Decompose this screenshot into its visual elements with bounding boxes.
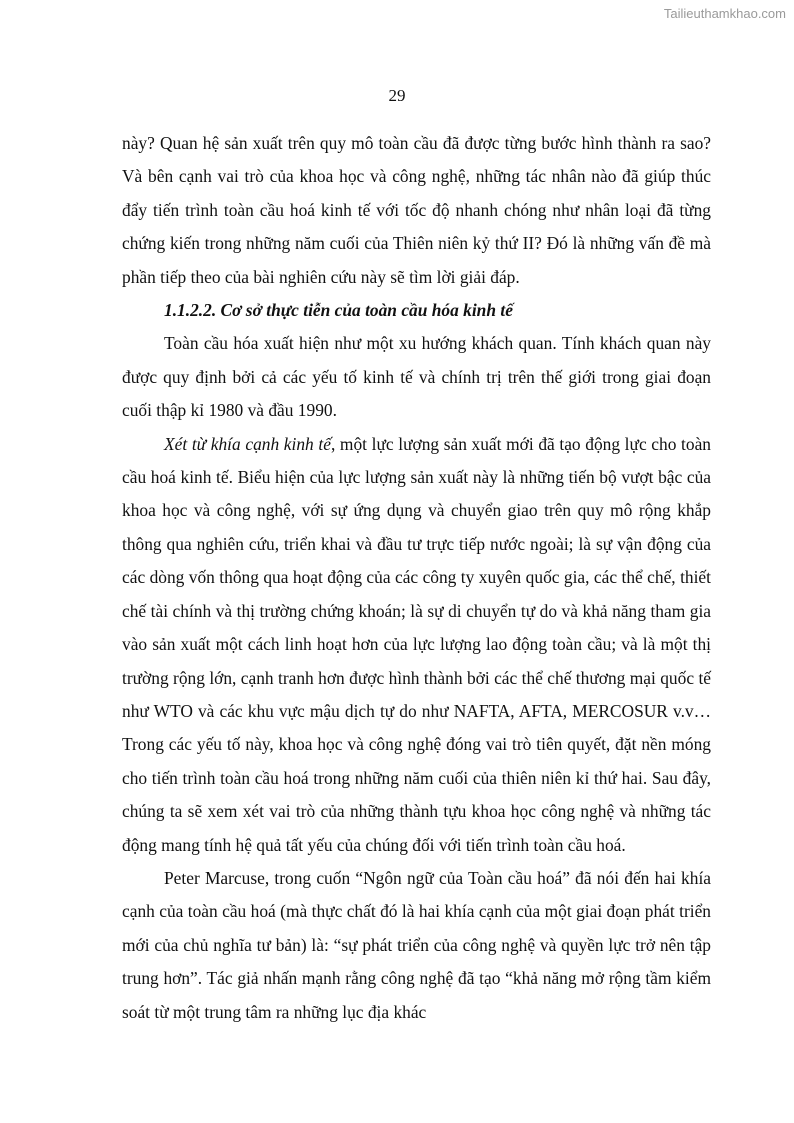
paragraph-2-lead: Xét từ khía cạnh kinh tế bbox=[164, 433, 331, 454]
section-heading: 1.1.2.2. Cơ sở thực tiễn của toàn cầu hóa kinh tế bbox=[164, 300, 513, 321]
document-body bbox=[122, 127, 711, 1029]
paragraph-1: Toàn cầu hóa xuất hiện như một xu hướng khách quan. Tính khách quan này được quy định bởi cả các yếu tố kinh tế và chính trị trên thế giới trong giai đoạn cuối thập kỉ 1980 và đầu 1990. bbox=[122, 333, 711, 421]
watermark-text: Tailieuthamkhao.com bbox=[663, 6, 786, 21]
paragraph-2-body: , một lực lượng sản xuất mới đã tạo động lực cho toàn cầu hoá kinh tế. Biểu hiện của lực lượng sản xuất này là những tiến bộ vượt bậc của khoa học và công nghệ, với sự ứng dụng và chuyển giao trên quy mô rộng khắp thông qua nghiên cứu, triển khai và đầu tư trực tiếp nước ngoài; là sự vận động của các dòng vốn thông qua hoạt động của các công ty xuyên quốc gia, các thể chế, thiết chế tài chính và thị trường chứng khoán; là sự di chuyển tự do và khả năng tham gia vào sản xuất một cách linh hoạt hơn của lực lượng lao động toàn cầu; và là một thị trường rộng lớn, cạnh tranh hơn được hình thành bởi các thể chế thương mại quốc tế như WTO và các khu vực mậu dịch tự do như NAFTA, AFTA, MERCOSUR v.v… Trong các yếu tố này, khoa học và công nghệ đóng vai trò tiên quyết, đặt nền móng cho tiến trình toàn cầu hoá trong những năm cuối của thiên niên kỉ thứ hai. Sau đây, chúng ta sẽ xem xét vai trò của những thành tựu khoa học công nghệ và những tác động mang tính hệ quả tất yếu của chúng đối với tiến trình toàn cầu hoá. bbox=[122, 433, 711, 855]
intro-paragraph: này? Quan hệ sản xuất trên quy mô toàn cầu đã được từng bước hình thành ra sao? Và bên cạnh vai trò của khoa học và công nghệ, những tác nhân nào đã giúp thúc đẩy tiến trình toàn cầu hoá kinh tế với tốc độ nhanh chóng như nhân loại đã từng chứng kiến trong những năm cuối của Thiên niên kỷ thứ II? Đó là những vấn đề mà phần tiếp theo của bài nghiên cứu này sẽ tìm lời giải đáp. bbox=[122, 133, 711, 287]
paragraph-2 bbox=[122, 428, 711, 862]
paragraph-3: Peter Marcuse, trong cuốn “Ngôn ngữ của Toàn cầu hoá” đã nói đến hai khía cạnh của toàn cầu hoá (mà thực chất đó là hai khía cạnh của một giai đoạn phát triển mới của chủ nghĩa tư bản) là: “sự phát triển của công nghệ và quyền lực trở nên tập trung hơn”. Tác giả nhấn mạnh rằng công nghệ đã tạo “khả năng mở rộng tầm kiểm soát từ một trung tâm ra những lục địa khác bbox=[122, 867, 711, 1022]
page-number: 29 bbox=[388, 86, 406, 105]
